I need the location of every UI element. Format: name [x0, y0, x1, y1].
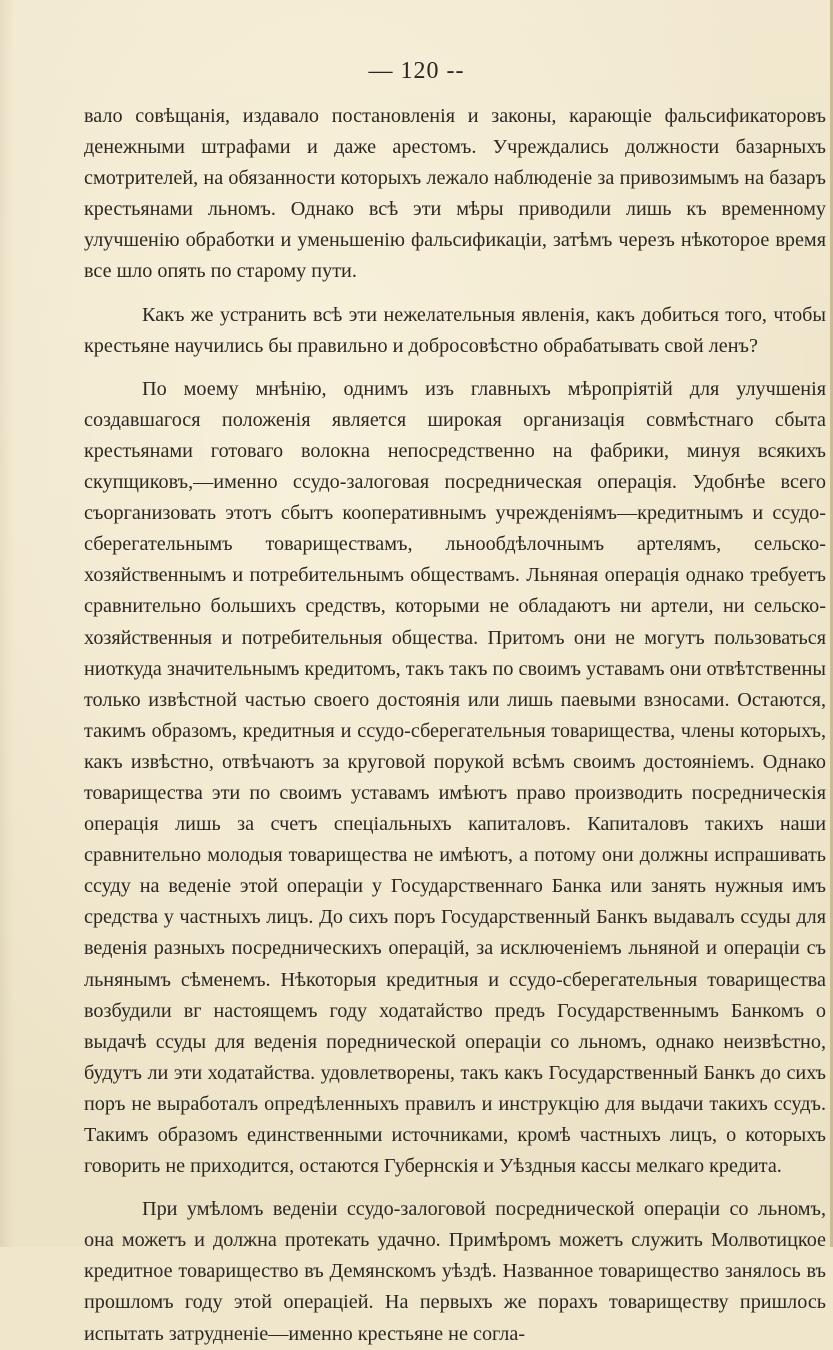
paragraph-cooperative-sales: По моему мнѣнію, однимъ изъ главныхъ мѣропріятій для улучшенія создавшагося положенія является широкая организація совмѣстнаго сбыта крестьянами готоваго волокна непосредственно на фабрики, минуя всякихъ скупщиковъ,—именно ссудо-залоговая посредническая операція. Удобнѣе всего съорганизовать этотъ сбытъ кооперативнымъ учрежденіямъ—кредитнымъ и ссудо-сберегательнымъ товариществамъ, льнообдѣлочнымъ артелямъ, сельско-хозяйственнымъ и потребительнымъ обществамъ. Льняная операція однако требуетъ сравнительно большихъ средствъ, которыми не обладаютъ ни артели, ни сельско-хозяйственныя и потребительныя общества. Притомъ они не могутъ пользоваться ниоткуда значительнымъ кредитомъ, такъ такъ по своимъ уставамъ они отвѣтственны только извѣстной частью своего достоянія или лишь паевыми взносами. Остаются, такимъ образомъ, кредитныя и ссудо-сберегательныя товарищества, члены которыхъ, какъ извѣстно, отвѣчаютъ за круговой порукой всѣмъ своимъ достояніемъ. Однако товарищества эти по своимъ уставамъ имѣютъ право производить посредническія операція лишь за счетъ спеціальныхъ капиталовъ. Капиталовъ такихъ наши сравнительно молодыя товарищества не имѣютъ, а потому они должны испрашивать ссуду на веденіе этой операціи у Государственнаго Банка или занять нужныя имъ средства у частныхъ лицъ. До сихъ поръ Государственный Банкъ выдавалъ ссуды для веденія разныхъ посредническихъ операцій, за исключеніемъ льняной и операціи съ льнянымъ сѣменемъ. Нѣкоторыя кредитныя и ссудо-сберегательныя товарищества возбудили вг настоящемъ году ходатайство предъ Государственнымъ Банкомъ о выдачѣ ссуды для веденія пореднической операціи со льномъ, однако неизвѣстно, будутъ ли эти ходатайства. удовлетворены, такъ какъ Государственный Банкъ до сихъ поръ не выработалъ опредѣленныхъ правилъ и инструкцію для выдачи такихъ ссудъ. Такимъ образомъ единственными источниками, кромѣ частныхъ лицъ, о которыхъ говорить не приходится, остаются Губернскія и Уѣздныя кассы мелкаго кредита.: [84, 377, 826, 1178]
page-number: — 120 --: [368, 58, 465, 84]
paragraph-question: Какъ же устранить всѣ эти нежелательныя явленія, какъ добиться того, чтобы крестьяне научились бы правильно и добросовѣстно обрабатывать свой ленъ?: [84, 303, 826, 357]
page-body: [84, 101, 826, 1350]
paragraph-continuation: вало совѣщанія, издавало постановленія и законы, карающіе фальсификаторовъ денежными штрафами и даже арестомъ. Учреждались должности базарныхъ смотрителей, на обязанности которыхъ лежало наблюденіе за привозимымъ на базаръ крестьянами льномъ. Однако всѣ эти мѣры приводили лишь къ временному улучшенію обработки и уменьшенію фальсификаціи, затѣмъ черезъ нѣкоторое время все шло опять по старому пути.: [84, 105, 826, 283]
paragraph-molvotitsy-example: При умѣломъ веденіи ссудо-залоговой посреднической операціи со льномъ, она можетъ и должна протекать удачно. Примѣромъ можетъ служить Молвотицкое кредитное товарищество въ Демянскомъ уѣздѣ. Названное товарищество занялось въ прошломъ году этой операціей. На первыхъ же порахъ товариществу пришлось испытать затрудненіе—именно крестьяне не согла-: [84, 1198, 826, 1345]
